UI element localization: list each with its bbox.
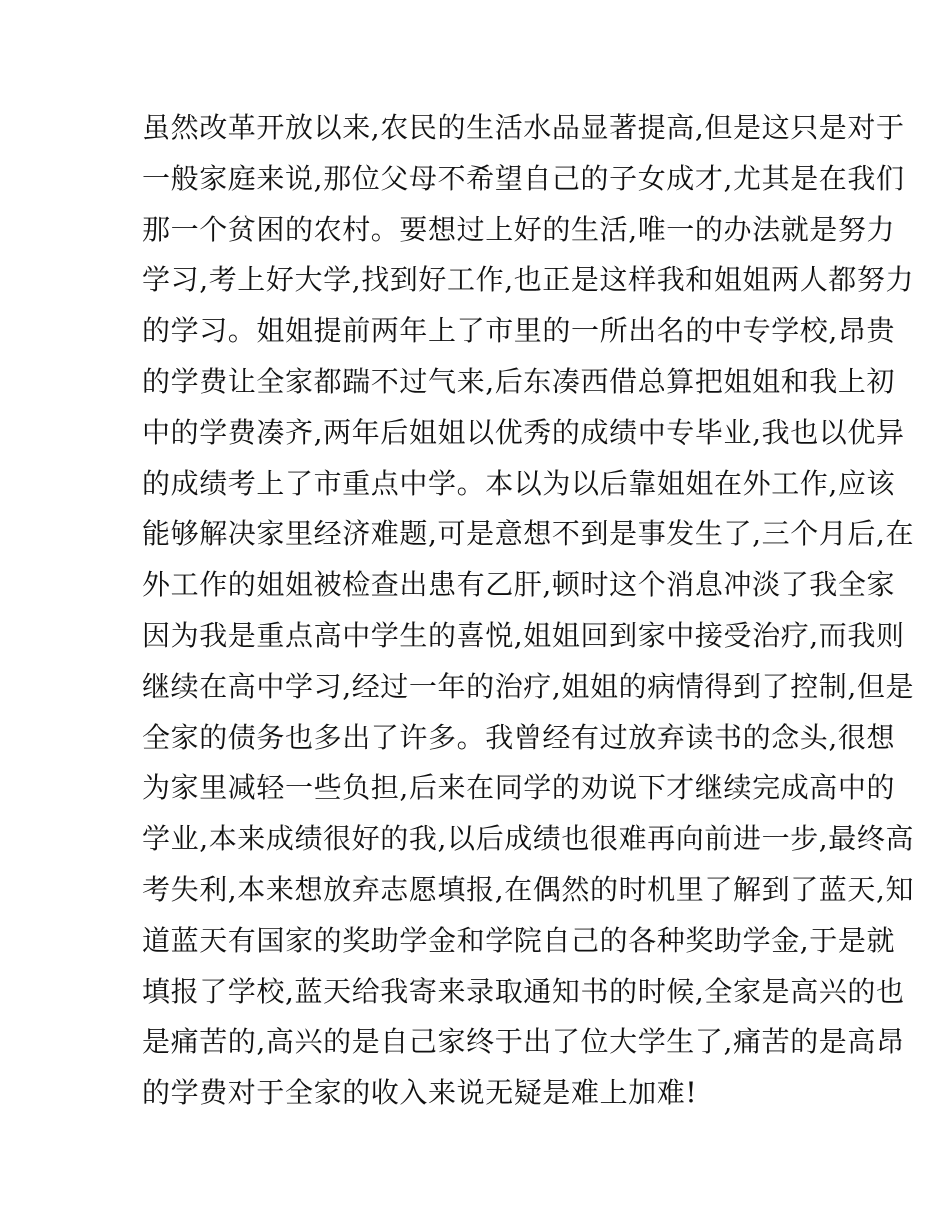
body-paragraph [142,103,915,1119]
text-line: 继续在高中学习,经过一年的治疗,姐姐的病情得到了控制,但是 [142,669,915,703]
text-line: 一般家庭来说,那位父母不希望自己的子女成才,尤其是在我们 [142,161,905,195]
text-line: 的学费对于全家的收入来说无疑是难上加难! [142,1076,698,1110]
text-line: 那一个贫困的农村。要想过上好的生活,唯一的办法就是努力 [142,212,896,246]
text-line: 学习,考上好大学,找到好工作,也正是这样我和姐姐两人都努力 [142,263,915,297]
text-line: 学业,本来成绩很好的我,以后成绩也很难再向前进一步,最终高 [142,822,915,856]
text-line: 因为我是重点高中学生的喜悦,姐姐回到家中接受治疗,而我则 [142,618,905,652]
text-line: 填报了学校,蓝天给我寄来录取通知书的时候,全家是高兴的也 [142,974,905,1008]
text-line: 能够解决家里经济难题,可是意想不到是事发生了,三个月后,在 [142,517,915,551]
text-line: 全家的债务也多出了许多。我曾经有过放弃读书的念头,很想 [142,720,896,754]
text-line: 道蓝天有国家的奖助学金和学院自己的各种奖助学金,于是就 [142,923,896,957]
text-line: 虽然改革开放以来,农民的生活水品显著提高,但是这只是对于 [142,111,905,144]
text-line: 的学习。姐姐提前两年上了市里的一所出名的中专学校,昂贵 [142,314,896,348]
text-line: 的成绩考上了市重点中学。本以为以后靠姐姐在外工作,应该 [142,466,896,500]
text-line: 的学费让全家都踹不过气来,后东凑西借总算把姐姐和我上初 [142,364,896,398]
text-line: 是痛苦的,高兴的是自己家终于出了位大学生了,痛苦的是高昂 [142,1025,905,1059]
text-line: 为家里减轻一些负担,后来在同学的劝说下才继续完成高中的 [142,771,896,805]
text-line: 中的学费凑齐,两年后姐姐以优秀的成绩中专毕业,我也以优异 [142,415,905,449]
text-line: 外工作的姐姐被检查出患有乙肝,顿时这个消息冲淡了我全家 [142,568,896,602]
text-line: 考失利,本来想放弃志愿填报,在偶然的时机里了解到了蓝天,知 [142,872,915,906]
